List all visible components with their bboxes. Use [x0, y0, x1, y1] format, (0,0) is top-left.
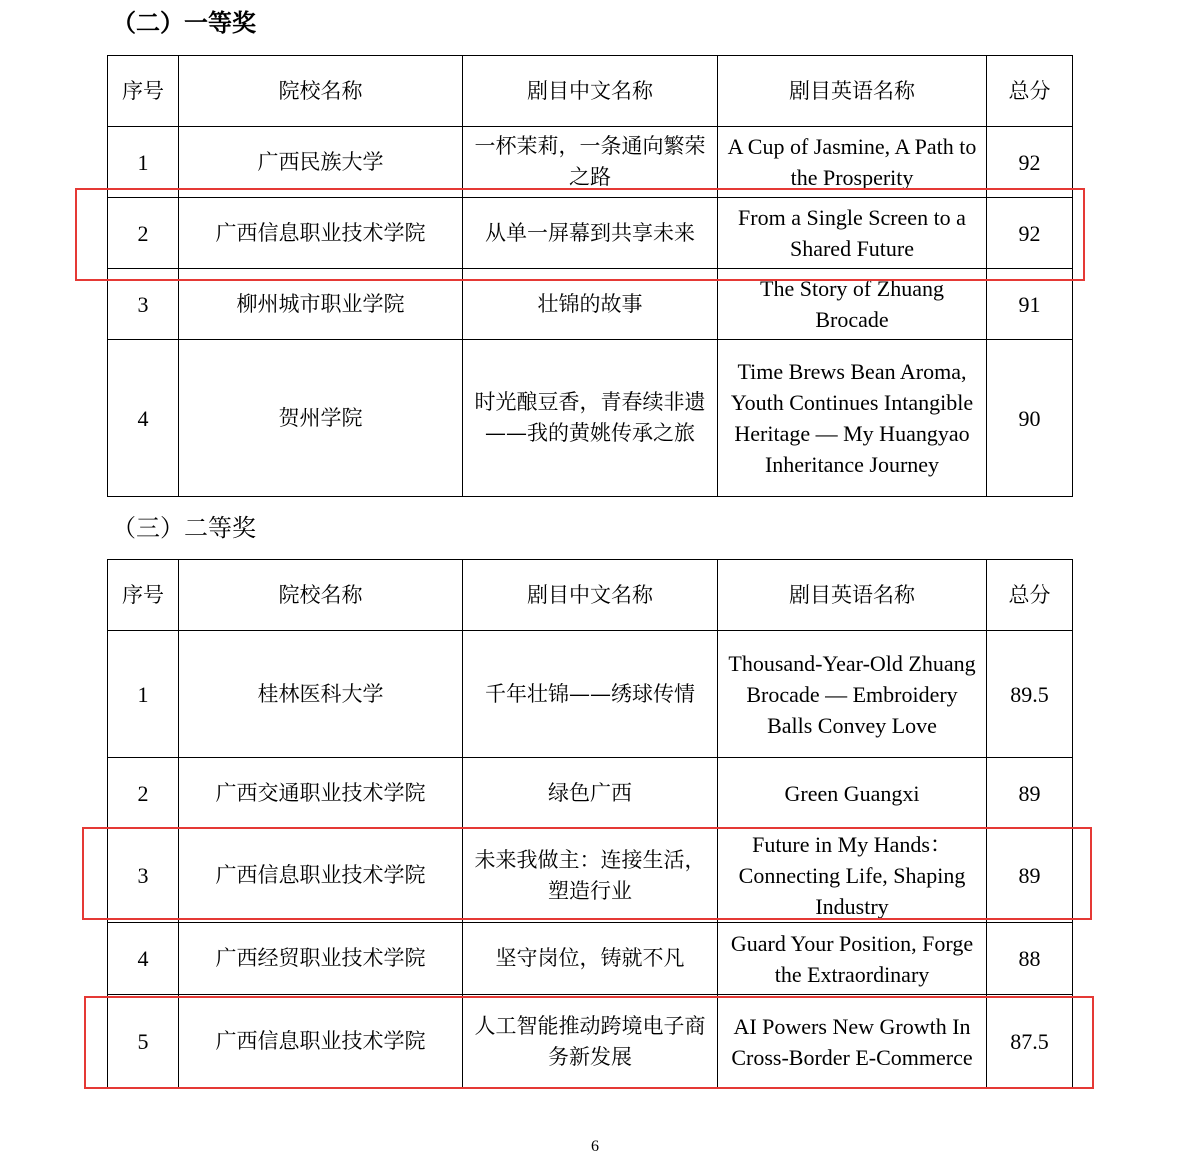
table-row: [108, 340, 1073, 497]
cell-serial: 3: [108, 829, 179, 923]
cell-score: 89: [987, 758, 1073, 829]
cell-title-en: From a Single Screen to a Shared Future: [718, 198, 987, 269]
table-row: [108, 127, 1073, 198]
cell-title-en: Green Guangxi: [718, 758, 987, 829]
cell-title-cn: 从单一屏幕到共享未来: [463, 198, 718, 269]
cell-score: 87.5: [987, 995, 1073, 1089]
cell-school: 广西民族大学: [179, 127, 463, 198]
header-serial: 序号: [108, 560, 179, 631]
cell-serial: 1: [108, 127, 179, 198]
header-score: 总分: [987, 560, 1073, 631]
cell-title-cn: 时光酿豆香，青春续非遗——我的黄姚传承之旅: [463, 340, 718, 497]
table-header-row: [108, 56, 1073, 127]
cell-score: 88: [987, 923, 1073, 995]
header-school: 院校名称: [179, 56, 463, 127]
cell-score: 89: [987, 829, 1073, 923]
cell-serial: 3: [108, 269, 179, 340]
cell-score: 92: [987, 198, 1073, 269]
cell-school: 广西信息职业技术学院: [179, 198, 463, 269]
cell-title-en: Future in My Hands：Connecting Life, Shaping Industry: [718, 829, 987, 923]
cell-score: 91: [987, 269, 1073, 340]
table-row: [108, 995, 1073, 1089]
cell-title-cn: 一杯茉莉，一条通向繁荣之路: [463, 127, 718, 198]
header-score: 总分: [987, 56, 1073, 127]
cell-title-cn: 坚守岗位，铸就不凡: [463, 923, 718, 995]
cell-serial: 4: [108, 340, 179, 497]
cell-title-cn: 壮锦的故事: [463, 269, 718, 340]
cell-title-en: The Story of Zhuang Brocade: [718, 269, 987, 340]
cell-title-cn: 绿色广西: [463, 758, 718, 829]
cell-title-en: Time Brews Bean Aroma, Youth Continues Intangible Heritage — My Huangyao Inheritance Journey: [718, 340, 987, 497]
cell-title-cn: 人工智能推动跨境电子商务新发展: [463, 995, 718, 1089]
section-heading-first-prize: （二）一等奖: [112, 8, 256, 37]
cell-title-en: Guard Your Position, Forge the Extraordinary: [718, 923, 987, 995]
cell-serial: 4: [108, 923, 179, 995]
cell-school: 桂林医科大学: [179, 631, 463, 758]
cell-title-cn: 千年壮锦——绣球传情: [463, 631, 718, 758]
cell-score: 92: [987, 127, 1073, 198]
header-title-cn: 剧目中文名称: [463, 560, 718, 631]
table-row: [108, 269, 1073, 340]
header-title-en: 剧目英语名称: [718, 560, 987, 631]
table-row: [108, 923, 1073, 995]
cell-serial: 2: [108, 198, 179, 269]
header-serial: 序号: [108, 56, 179, 127]
cell-title-en: AI Powers New Growth In Cross-Border E-Commerce: [718, 995, 987, 1089]
cell-title-en: A Cup of Jasmine, A Path to the Prosperity: [718, 127, 987, 198]
cell-school: 广西交通职业技术学院: [179, 758, 463, 829]
first-prize-table: [107, 55, 1073, 497]
second-prize-table: [107, 559, 1073, 1089]
table-row: [108, 758, 1073, 829]
cell-school: 贺州学院: [179, 340, 463, 497]
table-row: [108, 829, 1073, 923]
header-title-en: 剧目英语名称: [718, 56, 987, 127]
cell-score: 89.5: [987, 631, 1073, 758]
cell-school: 柳州城市职业学院: [179, 269, 463, 340]
header-school: 院校名称: [179, 560, 463, 631]
cell-serial: 2: [108, 758, 179, 829]
cell-school: 广西经贸职业技术学院: [179, 923, 463, 995]
cell-title-cn: 未来我做主：连接生活，塑造行业: [463, 829, 718, 923]
header-title-cn: 剧目中文名称: [463, 56, 718, 127]
table-row: [108, 631, 1073, 758]
page-number: 6: [591, 1138, 599, 1155]
table-row: [108, 198, 1073, 269]
section-heading-second-prize: （三）二等奖: [112, 514, 256, 542]
cell-serial: 1: [108, 631, 179, 758]
cell-serial: 5: [108, 995, 179, 1089]
cell-score: 90: [987, 340, 1073, 497]
table-header-row: [108, 560, 1073, 631]
cell-school: 广西信息职业技术学院: [179, 829, 463, 923]
cell-school: 广西信息职业技术学院: [179, 995, 463, 1089]
cell-title-en: Thousand-Year-Old Zhuang Brocade — Embroidery Balls Convey Love: [718, 631, 987, 758]
